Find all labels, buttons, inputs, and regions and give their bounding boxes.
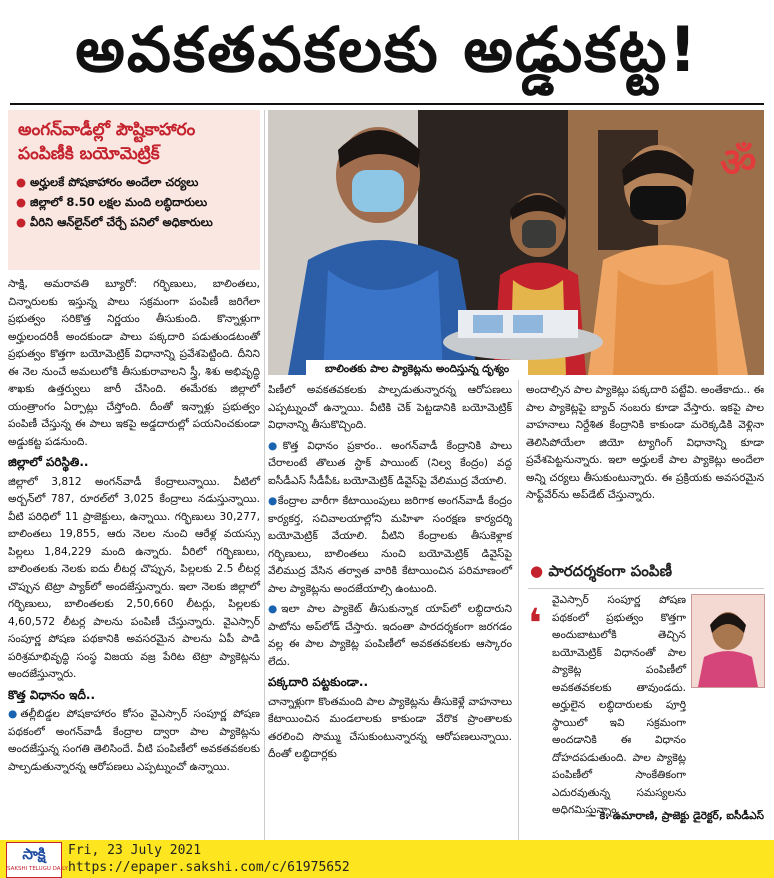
article-column-3 (526, 382, 764, 558)
paragraph: అందాల్సిన పాల ప్యాకెట్లు పక్కదారి పట్టేవి. అంతేకాదు.. ఈ పాల ప్యాకెట్లపై బ్యాచ్ నంబరు కూడా వేస్తారు. ఇకపై పాల వాహనాలు నిర్దేశిత కేంద్రానికి కాకుండా మరెక్కడికి వెళ్లినా తెలిసిపోయేలా జియో ట్యాగింగ్ విధానాన్ని కూడా ప్రవేశపెట్టనున్నారు. ఇలా అర్హులకే పాల ప్యాకెట్లు అందేలా అన్ని చర్యలు తీసుకుంటున్నారు. ఈ ప్రక్రియకు అవసరమైన సాఫ్ట్‌వేర్‌ను అప్‌డేట్ చేస్తున్నారు. (526, 384, 764, 501)
news-photo-illustration (268, 110, 764, 375)
portrait-illustration (692, 595, 764, 687)
quote-box-title-text: పారదర్శకంగా పంపిణీ (548, 562, 672, 580)
subhead-title: అంగన్‌వాడీల్లో పౌష్టికాహారం పంపిణీకి బయోమెట్రిక్ (18, 120, 196, 164)
bullet-paragraph: ● కొత్త విధానం ప్రకారం.. అంగన్‌వాడీ కేంద్రానికి పాలు చేరాలంటే తొలుత స్టాక్ పాయింట్ (నిల్వ కేంద్రం) వద్ద ఐసీడీఎస్ సీడీపీఓ బయోమెట్రిక్ డివైస్‌పై వేలిముద్ర వేయాలి. (268, 438, 512, 491)
quote-mark-icon: ❛ (528, 601, 542, 647)
news-photo (268, 110, 764, 375)
om-symbol-icon: ॐ (720, 140, 757, 186)
paragraph: ● తల్లీబిడ్డల పోషకాహారం కోసం వైఎస్సార్ సంపూర్ణ పోషణ పథకంలో అంగన్‌వాడీ కేంద్రాల ద్వారా పాల ప్యాకెట్లను అందజేస్తున్న సంగతి తెలిసిందే. వీటి పంపిణీలో అవకతవకలకు పాల్పడుతున్నారన్న ఆరోపణలు ఎప్పట్నుంచో ఉన్నాయి. (8, 706, 260, 776)
headline: అవకతవకలకు అడ్డుకట్ట! (75, 13, 699, 86)
headline-rule (10, 103, 764, 105)
newspaper-logo (6, 842, 68, 878)
quote-box-title (530, 562, 764, 586)
bullet-paragraph: ● కేంద్రాల వారీగా కేటాయింపులు జరిగాక అంగన్‌వాడీ కేంద్రం కార్యకర్త, సచివాలయాల్లోని మహిళా సంరక్షణ కార్యదర్శి బయోమెట్రిక్ వేయాలి. వీటిని కేంద్రాలకు తీసుకెళ్లాక గర్భిణులు, బాలింతలు నుంచి బయోమెట్రిక్ డివైస్‌పై వేలిముద్ర వేసిన తర్వాత వారికి కేటాయించిన పరిమాణంలో పాల ప్యాకెట్లను అందజేయాల్సి ఉంటుంది. (268, 493, 512, 598)
edition-date: Fri, 23 July 2021 (68, 843, 202, 858)
paragraph: జిల్లాలో 3,812 అంగన్‌వాడీ కేంద్రాలున్నాయి. వీటిలో అర్బన్‌లో 787, రూరల్‌లో 3,025 కేంద్రాలు నడుస్తున్నాయి. వీటి పరిధిలో 11 ప్రాజెక్టులు, ఉన్నాయి. గర్భిణులు 30,277, బాలింతలు 19,855, ఆరు నెలల నుంచి ఆరేళ్ల వయస్సు పిల్లలు 1,84,229 మంది ఉన్నారు. వీరిలో గర్భిణులు, బాలింతలకు నెలకు ఐదు లీటర్ల చొప్పున, పిల్లలకు 2.5 లీటర్ల చొప్పున టెట్రా ప్యాక్‌లో అందజేస్తున్నారు. ఇలా నెలకు జిల్లాలో గర్భిణులు, బాలింతలకు 2,50,660 లీటర్లు, పిల్లలకు 4,60,572 లీటర్ల పాలను పంపిణీ చేస్తున్నారు. వైఎస్సార్ సంపూర్ణ పోషణ పథకానికి అవసరమైన పాలను ఏపీ పాడి పరిశ్రమాభివృద్ధి సంస్థ విజయ వజ్ర పేరిట టెట్రా ప్యాకెట్లను అందజేస్తున్నారు. (8, 475, 260, 680)
subhead-bullets (16, 172, 252, 232)
bullet-paragraph: ● ఇలా పాల ప్యాకెట్ తీసుకున్నాక యాప్‌లో లబ్ధిదారుని పాటోను అప్‌లోడ్ చేస్తారు. ఇదంతా పారదర్శకంగా జరగడం వల్ల ఈ పాల ప్యాకెట్ల పంపిణీలో అవకతవకలకు ఆస్కారం లేదు. (268, 601, 512, 671)
subhead-bullet: ● వీరిని ఆన్‌లైన్‌లో చేర్చే పనిలో అధికారులు (16, 212, 252, 232)
quote-text-top (552, 592, 686, 816)
quote-text: వైఎస్సార్ సంపూర్ణ పోషణ పథకంలో ప్రభుత్వం కొత్తగా అందుబాటులోకి తెచ్చిన బయోమెట్రిక్ విధానంతో పాల ప్యాకెట్ల పంపిణీలో అవకతవకలకు తావుండదు. అర్హులైన లబ్ధిదారులకు పూర్తి స్థాయిలో ఇవి సక్రమంగా అందడానికి ఈ విధానం దోహదపడుతుంది. పాల ప్యాకెట్ల పంపిణీలో సాంకేతికంగా ఎదురవుతున్న సమస్యలను అధిగమిస్తున్నాం. (552, 594, 686, 816)
subhead-bullet: ● అర్హులకే పోషకాహారం అందేలా చర్యలు (16, 172, 252, 192)
logo-wordmark: సాక్షి (22, 845, 46, 863)
article-column-2 (268, 382, 512, 838)
section-heading: కొత్త విధానం ఇదీ.. (8, 687, 96, 702)
column-divider (518, 380, 519, 840)
article-column-1 (8, 276, 260, 838)
epaper-link[interactable]: https://epaper.sakshi.com/c/61975652 (68, 860, 350, 875)
paragraph: చాన్నాళ్లుగా కొంతమంది పాల ప్యాకెట్లను తీసుకెళ్లే వాహనాలు కేటాయించిన మండలాలకు కాకుండా వేరొక ప్రాంతాలకు తరలించి సొమ్ము చేసుకుంటున్నారన్న ఆరోపణలున్నాయి. దీంతో లబ్ధిదార్లకు (268, 695, 512, 760)
subhead-bullet: ● జిల్లాలో 8.50 లక్షల మంది లబ్ధిదారులు (16, 192, 252, 212)
section-heading: పక్కదారి పట్టకుండా.. (268, 675, 369, 689)
column-divider (264, 110, 265, 840)
paragraph: సాక్షి, అమరావతి బ్యూరో: గర్భిణులు, బాలింతలు, చిన్నారులకు ఇస్తున్న పాలు సక్రమంగా పంపిణీ జరిగేలా ప్రభుత్వం సరికొత్త నిర్ణయం తీసుకుంది. కొన్నాళ్లుగా అర్హులందరికీ అందకుండా పాలు పక్కదారి పడుతుండటంతో ప్రభుత్వం కొత్తగా బయోమెట్రిక్ విధానాన్ని ప్రవేశపెట్టింది. దీనిని ఈ నెల నుంచే అమలులోకి తీసుకురావాలని స్త్రీ, శిశు అభివృద్ధి శాఖకు ఉత్తర్వులు జారీ చేసింది. ఈమేరకు జిల్లాలో యంత్రాంగం ఏర్పాట్లు చేస్తోంది. దీంతో ఇన్నాళ్లు ప్రభుత్వం పంపిణీ చేస్తున్న ఈ పాలు ఇకపై అడ్డదారుల్లో పయనించకుండా అడ్డుకట్ట పడనుంది. (8, 278, 260, 448)
official-portrait (691, 594, 765, 688)
quote-attribution: – కె. ఉమారాణి, ప్రాజెక్టు డైరెక్టర్, ఐసీడీఎస్ (590, 810, 764, 822)
subhead-box (8, 110, 260, 270)
logo-subtitle: SAKSHI TELUGU DAILY (7, 866, 68, 872)
bullet-icon: ● (530, 562, 549, 580)
section-heading: జిల్లాలో పరిస్థితి.. (8, 455, 89, 469)
quote-text-bottom (526, 690, 764, 806)
paragraph: పిణీలో అవకతవకలకు పాల్పడుతున్నారన్న ఆరోపణలు ఎప్పట్నుంచో ఉన్నాయి. వీటికి చెక్ పెట్టడానికి బయోమెట్రిక్ విధానాన్ని తీసుకొచ్చింది. (268, 384, 512, 431)
photo-caption: బాలింతకు పాల ప్యాకెట్లను అందిస్తున్న దృశ్యం (306, 360, 528, 378)
quote-box-rule (528, 588, 764, 589)
